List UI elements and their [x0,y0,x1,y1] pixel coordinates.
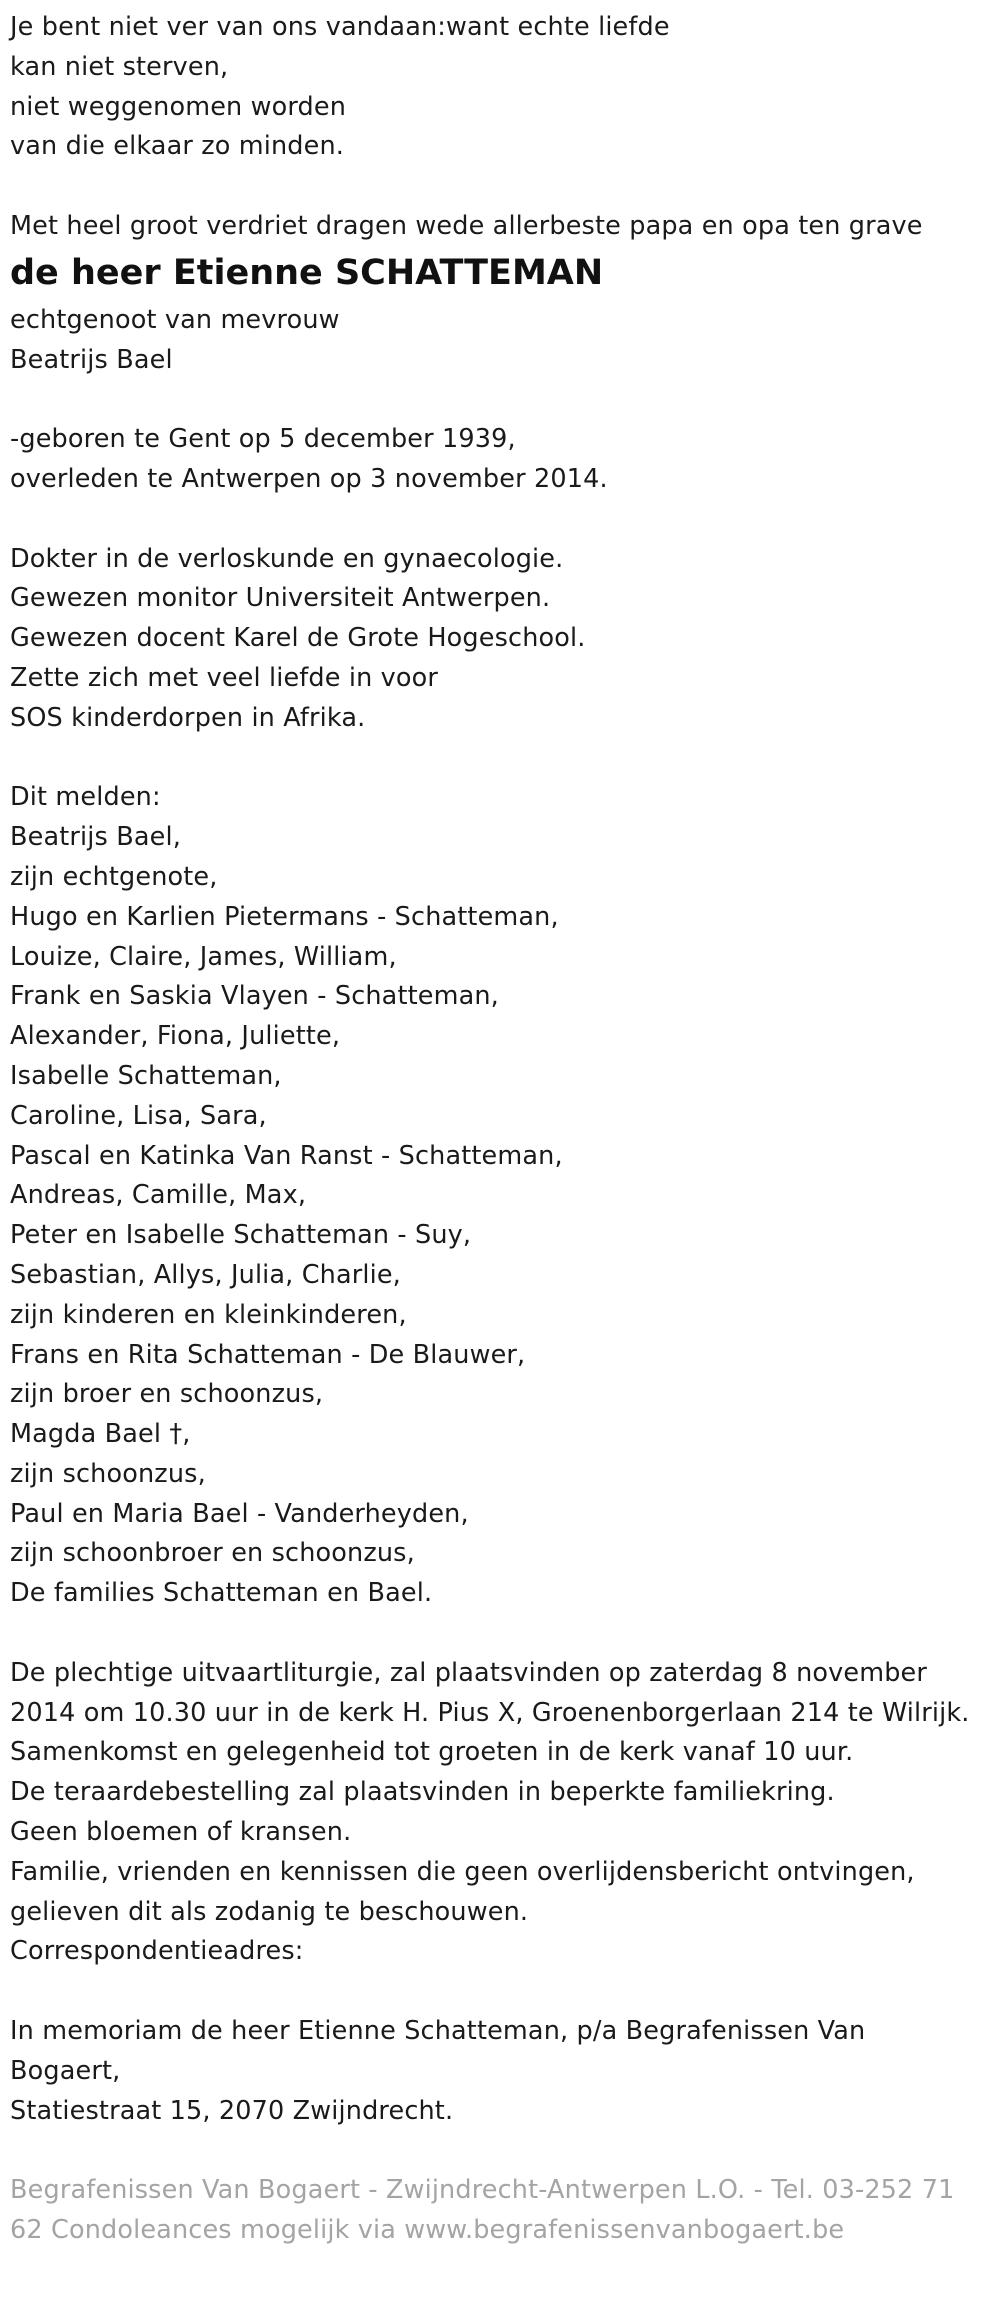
ceremony-line: De teraardebestelling zal plaatsvinden in beperkte familiekring. [10,1777,835,1808]
career-line: Gewezen docent Karel de Grote Hogeschool. [10,623,586,654]
career-block [10,540,995,739]
announcer-line: Frank en Saskia Vlayen - Schatteman, [10,981,499,1012]
poem-line: niet weggenomen worden [10,91,347,122]
deceased-name: de heer Etienne SCHATTEMAN [10,252,604,293]
announcers-heading: Dit melden: [10,782,161,813]
footer-line: 62 Condoleances mogelijk via www.begrafenissenvanbogaert.be [10,2215,845,2246]
announcer-line: zijn echtgenote, [10,861,218,892]
spouse-block [10,301,995,381]
ceremony-line: Correspondentieadres: [10,1936,304,1967]
spacer [10,380,995,420]
announcer-line: Isabelle Schatteman, [10,1060,282,1091]
announcer-line: Pascal en Katinka Van Ranst - Schatteman, [10,1140,563,1171]
spacer [10,500,995,540]
funeral-home-footer [10,2171,995,2251]
intro-text: Met heel groot verdriet dragen wede allerbeste papa en opa ten grave [10,210,923,241]
announcer-line: Paul en Maria Bael - Vanderheyden, [10,1498,469,1529]
address-line: Bogaert, [10,2055,121,2086]
poem [10,8,995,167]
poem-line: kan niet sterven, [10,51,229,82]
ceremony-line: Geen bloemen of kransen. [10,1817,352,1848]
poem-line: Je bent niet ver van ons vandaan:want echte liefde [10,12,670,42]
address-block [10,2012,995,2131]
announcer-line: Peter en Isabelle Schatteman - Suy, [10,1220,472,1251]
spacer [10,1972,995,2012]
spouse-line: echtgenoot van mevrouw [10,304,340,335]
address-line: Statiestraat 15, 2070 Zwijndrecht. [10,2095,454,2126]
announcers-block [10,778,995,1614]
spacer [10,1614,995,1654]
announcer-line: Alexander, Fiona, Juliette, [10,1021,341,1052]
announcer-line: Caroline, Lisa, Sara, [10,1100,267,1131]
spacer [10,739,995,779]
spacer [10,2131,995,2171]
announcer-line: Hugo en Karlien Pietermans - Schatteman, [10,901,559,932]
announcer-line: Beatrijs Bael, [10,822,181,853]
announcer-line: De families Schatteman en Bael. [10,1578,433,1609]
career-line: SOS kinderdorpen in Afrika. [10,702,366,733]
poem-line: van die elkaar zo minden. [10,131,345,162]
announcer-line: Andreas, Camille, Max, [10,1180,307,1211]
footer-line: Begrafenissen Van Bogaert - Zwijndrecht-Antwerpen L.O. - Tel. 03-252 71 [10,2175,955,2206]
career-line: Dokter in de verloskunde en gynaecologie. [10,543,564,574]
address-line: In memoriam de heer Etienne Schatteman, p/a Begrafenissen Van [10,2016,866,2047]
spouse-line: Beatrijs Bael [10,344,173,375]
announcer-line: Magda Bael †, [10,1419,191,1450]
birth-date: -geboren te Gent op 5 december 1939, [10,424,516,455]
announcer-line: zijn schoonbroer en schoonzus, [10,1538,415,1569]
dates-block [10,420,995,500]
ceremony-line: gelieven dit als zodanig te beschouwen. [10,1896,529,1927]
ceremony-line: Samenkomst en gelegenheid tot groeten in de kerk vanaf 10 uur. [10,1737,854,1768]
ceremony-line: 2014 om 10.30 uur in de kerk H. Pius X, Groenenborgerlaan 214 te Wilrijk. [10,1697,970,1728]
ceremony-line: Familie, vrienden en kennissen die geen overlijdensbericht ontvingen, [10,1856,915,1887]
career-line: Gewezen monitor Universiteit Antwerpen. [10,583,551,614]
career-line: Zette zich met veel liefde in voor [10,662,439,693]
announcer-line: Frans en Rita Schatteman - De Blauwer, [10,1339,526,1370]
spacer [10,167,995,207]
obituary-text [10,8,995,2251]
ceremony-block [10,1654,995,1972]
death-date: overleden te Antwerpen op 3 november 2014. [10,463,608,494]
announcer-line: zijn schoonzus, [10,1458,206,1489]
announcer-line: Sebastian, Allys, Julia, Charlie, [10,1259,401,1290]
ceremony-line: De plechtige uitvaartliturgie, zal plaatsvinden op zaterdag 8 november [10,1657,928,1688]
announcer-line: zijn kinderen en kleinkinderen, [10,1299,407,1330]
announcer-line: zijn broer en schoonzus, [10,1379,324,1410]
announcer-line: Louize, Claire, James, William, [10,941,397,972]
